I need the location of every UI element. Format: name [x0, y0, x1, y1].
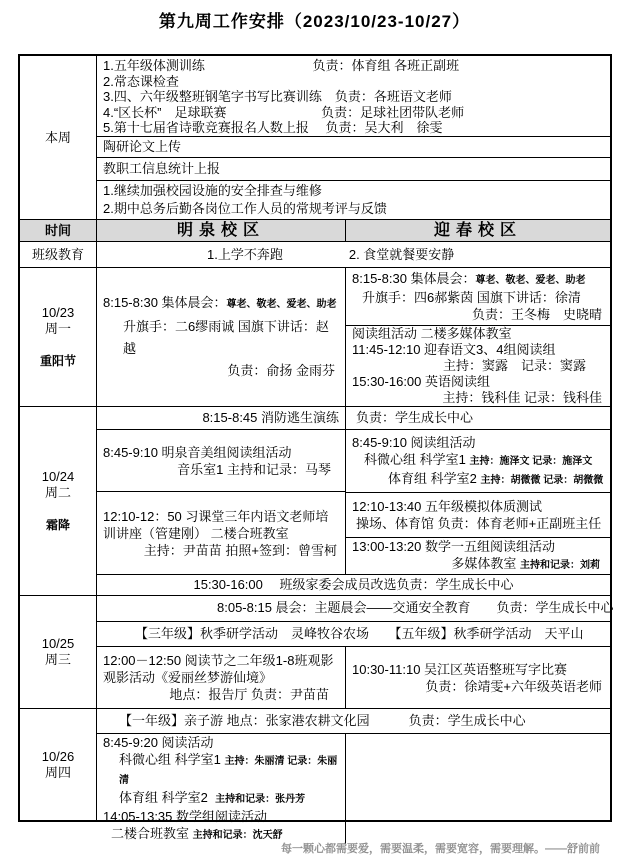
wednesday-content — [97, 596, 614, 708]
tuesday-date-cell — [20, 407, 97, 595]
yc-math-line-2 — [346, 555, 610, 574]
yc-sci-group-1-host: 主持：施泽文 记录：施泽文 — [469, 455, 593, 467]
mq-art-reading-line-1: 8:45-9:10 明泉音美组阅读组活动 — [103, 444, 292, 460]
yc-math-host: 主持和记录：刘莉 — [520, 560, 600, 571]
thursday-columns — [97, 733, 610, 844]
yc-pe-group-host: 主持：胡微微 记录：胡微微 — [480, 474, 604, 486]
thursday-day: 周四 — [44, 764, 71, 780]
week-overview-content — [97, 56, 610, 219]
monday-date: 10/23 — [41, 305, 75, 320]
week-tasks-cell — [97, 56, 610, 136]
mq-classroom-host: 主持和记录：沈天舒 — [192, 830, 283, 841]
thursday-mingquan-cell — [97, 734, 346, 844]
fire-drill-duty-cell: 负责：学生成长中心 — [356, 410, 474, 425]
header-time-cell: 时间 — [20, 220, 97, 241]
yc-fitness-test — [346, 492, 610, 537]
row-class-education — [20, 241, 610, 267]
mq-assembly-theme: 尊老、敬老、爱老、助老 — [226, 299, 337, 310]
row-week-overview — [20, 56, 610, 219]
mq-assembly-line — [97, 292, 345, 316]
mq-thu-line-1: 8:45-9:20 阅读活动 — [103, 735, 214, 750]
week-task-5: 5.第十七届省诗歌竞赛报名人数上报 负责：吴大利 徐雯 — [103, 120, 443, 135]
mq-sci-group: 科微心组 科学室1 — [119, 752, 225, 767]
thursday-date-cell — [20, 709, 97, 820]
class-edu-item-2: 2. 食堂就餐要安静 — [348, 247, 455, 262]
row-thursday — [20, 708, 610, 841]
yc-reading-act-line-3 — [346, 470, 610, 489]
yc-reading-line-5: 主持：钱科佳 记录：钱科佳 — [442, 390, 602, 405]
wednesday-date: 10/25 — [41, 636, 75, 651]
monday-mingquan-cell — [97, 268, 346, 406]
yc-assembly-time: 8:15-8:30 集体晨会： — [352, 271, 476, 286]
mq-pe-group: 体育组 科学室2 — [119, 790, 216, 805]
yc-sci-group-1: 科微心组 科学室1 — [364, 451, 470, 467]
mq-art-reading — [97, 430, 345, 491]
yc-math-line-1: 13:00-13:20 数学一五组阅读组活动 — [352, 539, 556, 554]
yc-assembly-theme: 尊老、敬老、爱老、助老 — [475, 275, 586, 286]
mq-duty-line: 负责：俞扬 金雨芬 — [227, 363, 335, 378]
yc-math-room: 多媒体教室 — [451, 556, 520, 571]
week-safety-cell — [97, 180, 610, 219]
monday-day: 周一 — [44, 321, 71, 336]
mq-thu-line-4: 14:05-13:35 数学组阅读活动 — [103, 809, 268, 824]
fire-drill-cell: 8:15-8:45 消防逃生演练 — [97, 407, 346, 429]
yc-reading-activity — [346, 430, 610, 492]
mq-thu-line-3 — [97, 789, 345, 808]
yc-reading-line-4: 15:30-16:00 英语阅读组 — [352, 374, 491, 389]
page-title: 第九周工作安排（2023/10/23-10/27） — [158, 12, 471, 31]
wednesday-date-cell — [20, 596, 97, 708]
mq-thu-line-2 — [97, 751, 345, 789]
tuesday-day: 周二 — [44, 485, 71, 500]
yc-reading-group — [346, 325, 610, 406]
wednesday-mingquan-cell — [97, 647, 346, 708]
schedule-table — [18, 54, 614, 841]
class-edu-label-cell: 班级教育 — [20, 242, 97, 267]
yc-fitness-line-1: 12:10-13:40 五年级模拟体质测试 — [352, 499, 543, 514]
yc-reading-line-2: 11:45-12:10 迎春语文3、4组阅读组 — [352, 342, 556, 357]
row-campus-header — [20, 219, 610, 241]
tuesday-yingchun-cell — [346, 430, 610, 574]
yc-reading-act-line-2 — [346, 451, 610, 470]
tuesday-columns — [97, 429, 610, 574]
yc-flag-line: 升旗手：四6郝紫茵 国旗下讲话：徐清 — [362, 290, 581, 305]
monday-date-cell — [20, 268, 97, 406]
mq-training-line-1: 12:10-12：50 习课堂三年内语文老师培训讲座（管建刚） 二楼合班教室 — [103, 508, 329, 541]
tuesday-date: 10/24 — [41, 469, 75, 484]
week-safety-2: 2.期中总务后勤各岗位工作人员的常规考评与反馈 — [103, 201, 387, 216]
mq-flag-line: 升旗手：二6缪雨诚 国旗下讲话：赵越 — [123, 319, 329, 356]
mq-movie-line-1: 12:00－12:50 阅读节之二年级1-8班观影观影活动《爱丽丝梦游仙境》 — [103, 653, 334, 685]
yc-assembly-line — [346, 270, 610, 289]
week-safety-1: 1.继续加强校园设施的安全排查与维修 — [103, 183, 322, 198]
week-label-cell — [20, 56, 97, 219]
yc-reading-line-1: 阅读组活动 二楼多媒体教室 — [352, 326, 512, 341]
mq-sci-group-host: 主持：朱丽清 记录：朱丽清 — [119, 756, 338, 786]
week-label: 本周 — [44, 129, 71, 145]
mq-pe-group-host: 主持和记录：张丹芳 — [215, 794, 306, 805]
yc-reading-line-3: 主持：窦露 记录：窦露 — [442, 358, 586, 373]
yc-fitness-line-2: 操场、体育馆 负责：体育老师+正副班主任 — [356, 516, 602, 531]
thursday-yingchun-cell — [346, 734, 610, 844]
yc-pe-group: 体育组 科学室2 — [388, 470, 481, 486]
tuesday-content — [97, 407, 610, 595]
wednesday-day: 周三 — [44, 652, 71, 667]
week-stats-cell: 教职工信息统计上报 — [97, 157, 610, 180]
row-wednesday — [20, 595, 614, 708]
family-committee-strip: 15:30-16:00 班级家委会成员改选负责：学生成长中心 — [97, 574, 610, 595]
yc-duty-line: 负责：王冬梅 史晓晴 — [471, 307, 602, 322]
wednesday-yingchun-cell — [346, 647, 610, 708]
fire-drill-strip — [97, 407, 610, 429]
class-edu-content — [97, 242, 610, 267]
row-monday — [20, 267, 610, 406]
row-tuesday — [20, 406, 610, 595]
monday-festival: 重阳节 — [39, 354, 76, 368]
thursday-content — [97, 709, 610, 841]
mq-training-line-2: 主持：尹苗苗 拍照+签到：曾雪柯 — [143, 542, 337, 558]
yc-morning-meeting — [346, 268, 610, 325]
yc-math-reading — [346, 537, 610, 574]
monday-yingchun-cell — [346, 268, 610, 406]
study-trip-strip: 【三年级】秋季研学活动 灵峰牧谷农场 【五年级】秋季研学活动 天平山 — [97, 621, 610, 646]
yc-reading-act-line-1: 8:45-9:10 阅读组活动 — [352, 434, 476, 450]
week-upload-cell: 陶研论文上传 — [97, 136, 610, 157]
tuesday-festival: 霜降 — [45, 518, 70, 532]
week-task-4: 4.“区长杯” 足球联赛 负责：足球社团带队老师 — [103, 104, 465, 120]
header-campus1-cell: 明泉校区 — [97, 220, 346, 241]
wednesday-columns — [97, 646, 610, 708]
mq-training-lecture — [97, 491, 345, 574]
footer-quote: 每一颗心都需要爱，需要温柔，需要宽容，需要理解。——舒前前 — [281, 843, 600, 855]
week-task-2: 2.常态课检查 — [103, 73, 179, 89]
header-campus2-cell: 迎春校区 — [433, 222, 522, 239]
traffic-safety-strip: 8:05-8:15 晨会：主题晨会——交通安全教育 负责：学生成长中心 — [217, 600, 614, 615]
class-edu-item-1: 1.上学不奔跑 — [207, 247, 283, 262]
yc-writing-line-1: 10:30-11:10 吴江区英语整班写字比赛 — [352, 661, 568, 677]
parent-trip-strip: 【一年级】亲子游 地点：张家港农耕文化园 负责：学生成长中心 — [119, 713, 526, 728]
mq-movie-line-2: 地点：报告厅 负责：尹苗苗 — [169, 687, 329, 702]
mq-classroom: 二楼合班教室 — [111, 826, 193, 841]
week-task-1: 1.五年级体测训练 负责：体育组 各班正副班 — [103, 58, 460, 73]
thursday-date: 10/26 — [41, 748, 75, 764]
yc-writing-line-2: 负责：徐靖雯+六年级英语老师 — [425, 678, 602, 694]
mq-assembly-time: 8:15-8:30 集体晨会： — [103, 295, 227, 310]
mq-art-reading-line-2: 音乐室1 主持和记录：马琴 — [177, 461, 331, 477]
tuesday-mingquan-cell — [97, 430, 346, 574]
week-task-3: 3.四、六年级整班钢笔字书写比赛训练 负责：各班语文老师 — [103, 89, 452, 104]
